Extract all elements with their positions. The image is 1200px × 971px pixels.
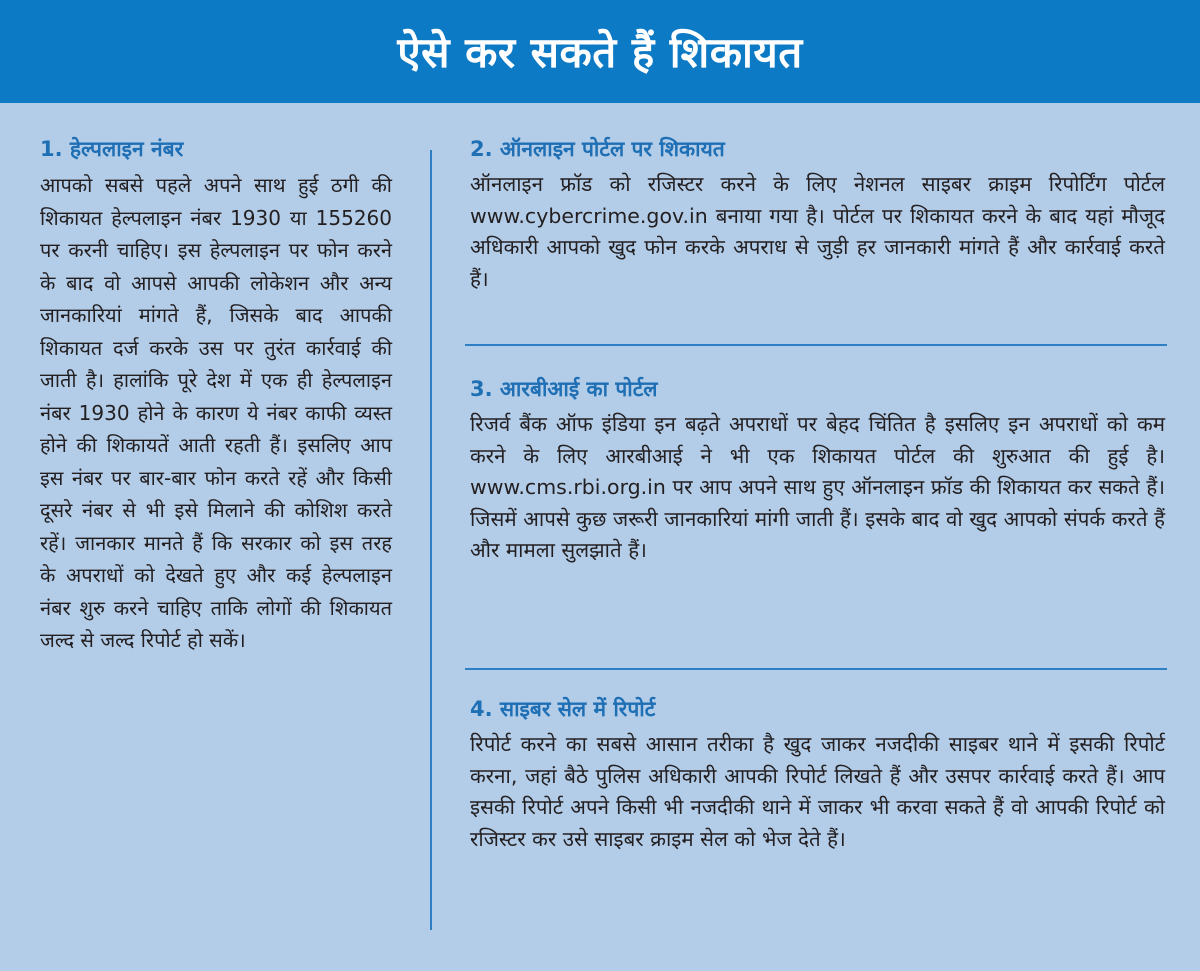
- section-helpline: [40, 135, 392, 657]
- section-body: आपको सबसे पहले अपने साथ हुई ठगी की शिकायत हेल्पलाइन नंबर 1930 या 155260 पर करनी चाहिए। इस हेल्पलाइन पर फोन करने के बाद वो आपसे आपकी लोकेशन और अन्य जानकारियां मांगते हैं, जिसके बाद आपकी शिकायत दर्ज करके उस पर तुरंत कार्रवाई की जाती है। हालांकि पूरे देश में एक ही हेल्पलाइन नंबर 1930 होने के कारण ये नंबर काफी व्यस्त होने की शिकायतें आती रहती हैं। इसलिए आप इस नंबर पर बार-बार फोन करते रहें और किसी दूसरे नंबर से भी इसे मिलाने की कोशिश करते रहें। जानकार मानते हैं कि सरकार को इस तरह के अपराधों को देखते हुए और कई हेल्पलाइन नंबर शुरु करने चाहिए ताकि लोगों की शिकायत जल्द से जल्द रिपोर्ट हो सकें।: [40, 173, 392, 652]
- section-heading: 2. ऑनलाइन पोर्टल पर शिकायत: [470, 137, 725, 161]
- section-cyber-cell: [470, 695, 1165, 855]
- section-body: ऑनलाइन फ्रॉड को रजिस्टर करने के लिए नेशनल साइबर क्राइम रिपोर्टिंग पोर्टल www.cybercrime.gov.in बनाया गया है। पोर्टल पर शिकायत करने के बाद यहां मौजूद अधिकारी आपको खुद फोन करके अपराध से जुड़ी हर जानकारी मांगते हैं और कार्रवाई करते हैं।: [470, 172, 1165, 291]
- section-body: रिजर्व बैंक ऑफ इंडिया इन बढ़ते अपराधों पर बेहद चिंतित है इसलिए इन अपराधों को कम करने के लिए आरबीआई ने भी एक शिकायत पोर्टल की शुरुआत की हुई है। www.cms.rbi.org.in पर आप अपने साथ हुए ऑनलाइन फ्रॉड की शिकायत कर सकते हैं। जिसमें आपसे कुछ जरूरी जानकारियां मांगी जाती हैं। इसके बाद वो खुद आपको संपर्क करते हैं और मामला सुलझाते हैं।: [470, 412, 1165, 562]
- column-divider: [430, 150, 432, 930]
- section-heading: 3. आरबीआई का पोर्टल: [470, 377, 658, 401]
- section-body: रिपोर्ट करने का सबसे आसान तरीका है खुद जाकर नजदीकी साइबर थाने में इसकी रिपोर्ट करना, जहां बैठे पुलिस अधिकारी आपकी रिपोर्ट लिखते हैं और उसपर कार्रवाई करते हैं। आप इसकी रिपोर्ट अपने किसी भी नजदीकी थाने में जाकर भी करवा सकते हैं वो आपकी रिपोर्ट को रजिस्टर कर उसे साइबर क्राइम सेल को भेज देते हैं।: [470, 732, 1165, 851]
- left-column: [40, 135, 392, 657]
- page-title: ऐसे कर सकते हैं शिकायत: [397, 28, 803, 77]
- section-rbi-portal: [470, 375, 1165, 567]
- section-heading: 4. साइबर सेल में रिपोर्ट: [470, 697, 656, 721]
- section-heading: 1. हेल्पलाइन नंबर: [40, 137, 184, 161]
- section-divider: [465, 668, 1167, 670]
- section-online-portal: [470, 135, 1165, 295]
- title-banner: [0, 0, 1200, 103]
- section-divider: [465, 344, 1167, 346]
